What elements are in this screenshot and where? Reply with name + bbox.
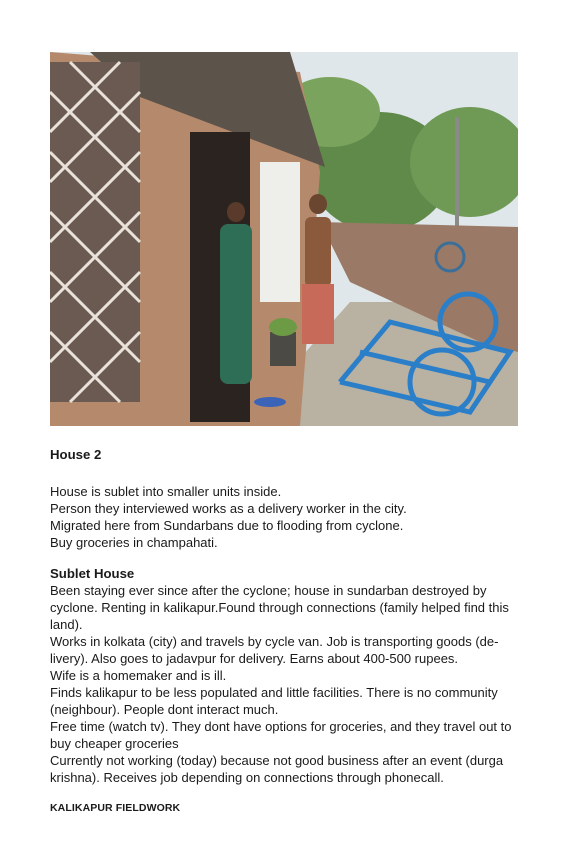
sublet-paragraph: Finds kalikapur to be less populated and little facilities. There is no community (neighbour). People dont interact much.: [50, 685, 498, 717]
house-2-line: Buy groceries in champahati.: [50, 535, 218, 550]
sublet-paragraph: Been staying ever since after the cyclone; house in sundarban destroyed by cyclone. Renting in kalikapur.Found through connections (family helped find this land).: [50, 583, 509, 632]
house-2-line: Person they interviewed works as a delivery worker in the city.: [50, 501, 407, 516]
footer-label: KALIKAPUR FIELDWORK: [50, 802, 181, 814]
sublet-house-heading: Sublet House: [50, 566, 135, 581]
house-2-line: House is sublet into smaller units inside.: [50, 484, 282, 499]
sublet-paragraph: Works in kolkata (city) and travels by cycle van. Job is transporting goods (de-livery). Also goes to jadavpur for delivery. Earns about 400-500 rupees.: [50, 634, 499, 666]
house-scene-image: [50, 52, 518, 426]
house-2-heading: House 2: [50, 447, 102, 462]
fieldwork-photo: [50, 52, 518, 426]
house-2-line: Migrated here from Sundarbans due to flooding from cyclone.: [50, 518, 404, 533]
sublet-paragraph: Free time (watch tv). They dont have options for groceries, and they travel out to buy cheaper groceries: [50, 719, 512, 751]
sublet-paragraph: Currently not working (today) because not good business after an event (durga krishna). Receives job depending on connections through phonecall.: [50, 753, 504, 785]
sublet-paragraph: Wife is a homemaker and is ill.: [50, 668, 227, 683]
page-text: [50, 446, 520, 786]
